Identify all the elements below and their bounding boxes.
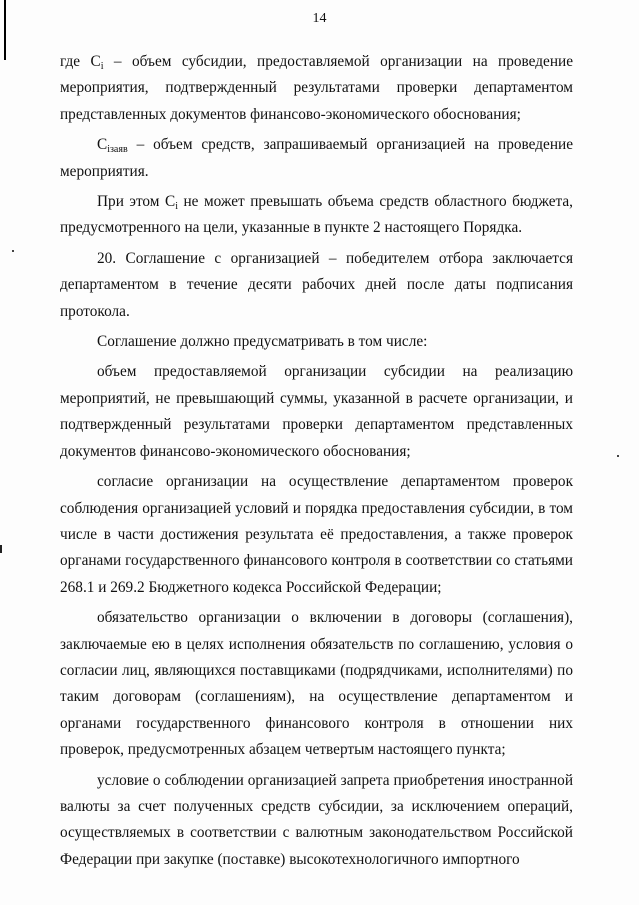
paragraph	[60, 605, 573, 763]
paragraph-text: условие о соблюдении организацией запрета приобретения иностранной валюты за счет полученных средств субсидии, за исключением операций, осуществляемых в соответствии с валютным законодательством Российской Федерации при закупке (поставке) высокотехнологичного импортного	[60, 771, 573, 868]
paragraph-text: 20. Соглашение с организацией – победителем отбора заключается департаментом в течение десяти рабочих дней после даты подписания протокола.	[60, 249, 573, 320]
scan-speck	[12, 250, 14, 252]
paragraph	[60, 469, 573, 601]
scan-speck	[617, 455, 619, 457]
paragraph	[60, 189, 573, 242]
body-text	[60, 49, 573, 873]
paragraph-text: C	[97, 136, 108, 154]
subscript-text: iзаяв	[107, 144, 128, 156]
scan-edge-mark	[4, 0, 6, 60]
paragraph	[60, 768, 573, 874]
paragraph-text: обязательство организации о включении в договоры (соглашения), заключаемые ею в целях исполнения обязательств по соглашению, условия о согласии лиц, являющихся поставщиками (подрядчиками, исполнителями) по таким договорам (соглашениям), на осуществление департаментом и органами государственного финансового контроля в отношении них проверок, предусмотренных абзацем четвертым настоящего пункта;	[60, 609, 573, 759]
paragraph	[60, 359, 573, 465]
paragraph-text: объем предоставляемой организации субсидии на реализацию мероприятий, не превышающий суммы, указанной в расчете организации, и подтвержденный результатами проверки департаментом представленных документов финансово-экономического обоснования;	[60, 363, 573, 460]
scan-edge-mark	[0, 545, 2, 553]
paragraph	[60, 246, 573, 325]
paragraph-text: согласие организации на осуществление департаментом проверок соблюдения организацией условий и порядка предоставления субсидии, в том числе в части достижения результата её предоставления, а также проверок органами государственного финансового контроля в соответствии со статьями 268.1 и 269.2 Бюджетного кодекса Российской Федерации;	[60, 473, 573, 596]
page-number: 14	[312, 11, 327, 26]
paragraph	[60, 132, 573, 185]
paragraph-text: При этом C	[97, 193, 176, 211]
paragraph	[60, 329, 573, 355]
paragraph-text: где C	[60, 53, 101, 70]
paragraph	[60, 49, 573, 128]
paragraph-text: – объем субсидии, предоставляемой организации на проведение мероприятия, подтвержденный результатами проверки департаментом представленных документов финансово-экономического обоснования;	[60, 53, 573, 123]
subscript-text: i	[175, 201, 178, 213]
paragraph-text: Соглашение должно предусматривать в том числе:	[97, 333, 428, 351]
paragraph-text: – объем средств, запрашиваемый организацией на проведение мероприятия.	[60, 136, 573, 180]
paragraph-text: не может превышать объема средств областного бюджета, предусмотренного на цели, указанные в пункте 2 настоящего Порядка.	[60, 193, 574, 237]
subscript-text: i	[100, 61, 104, 72]
